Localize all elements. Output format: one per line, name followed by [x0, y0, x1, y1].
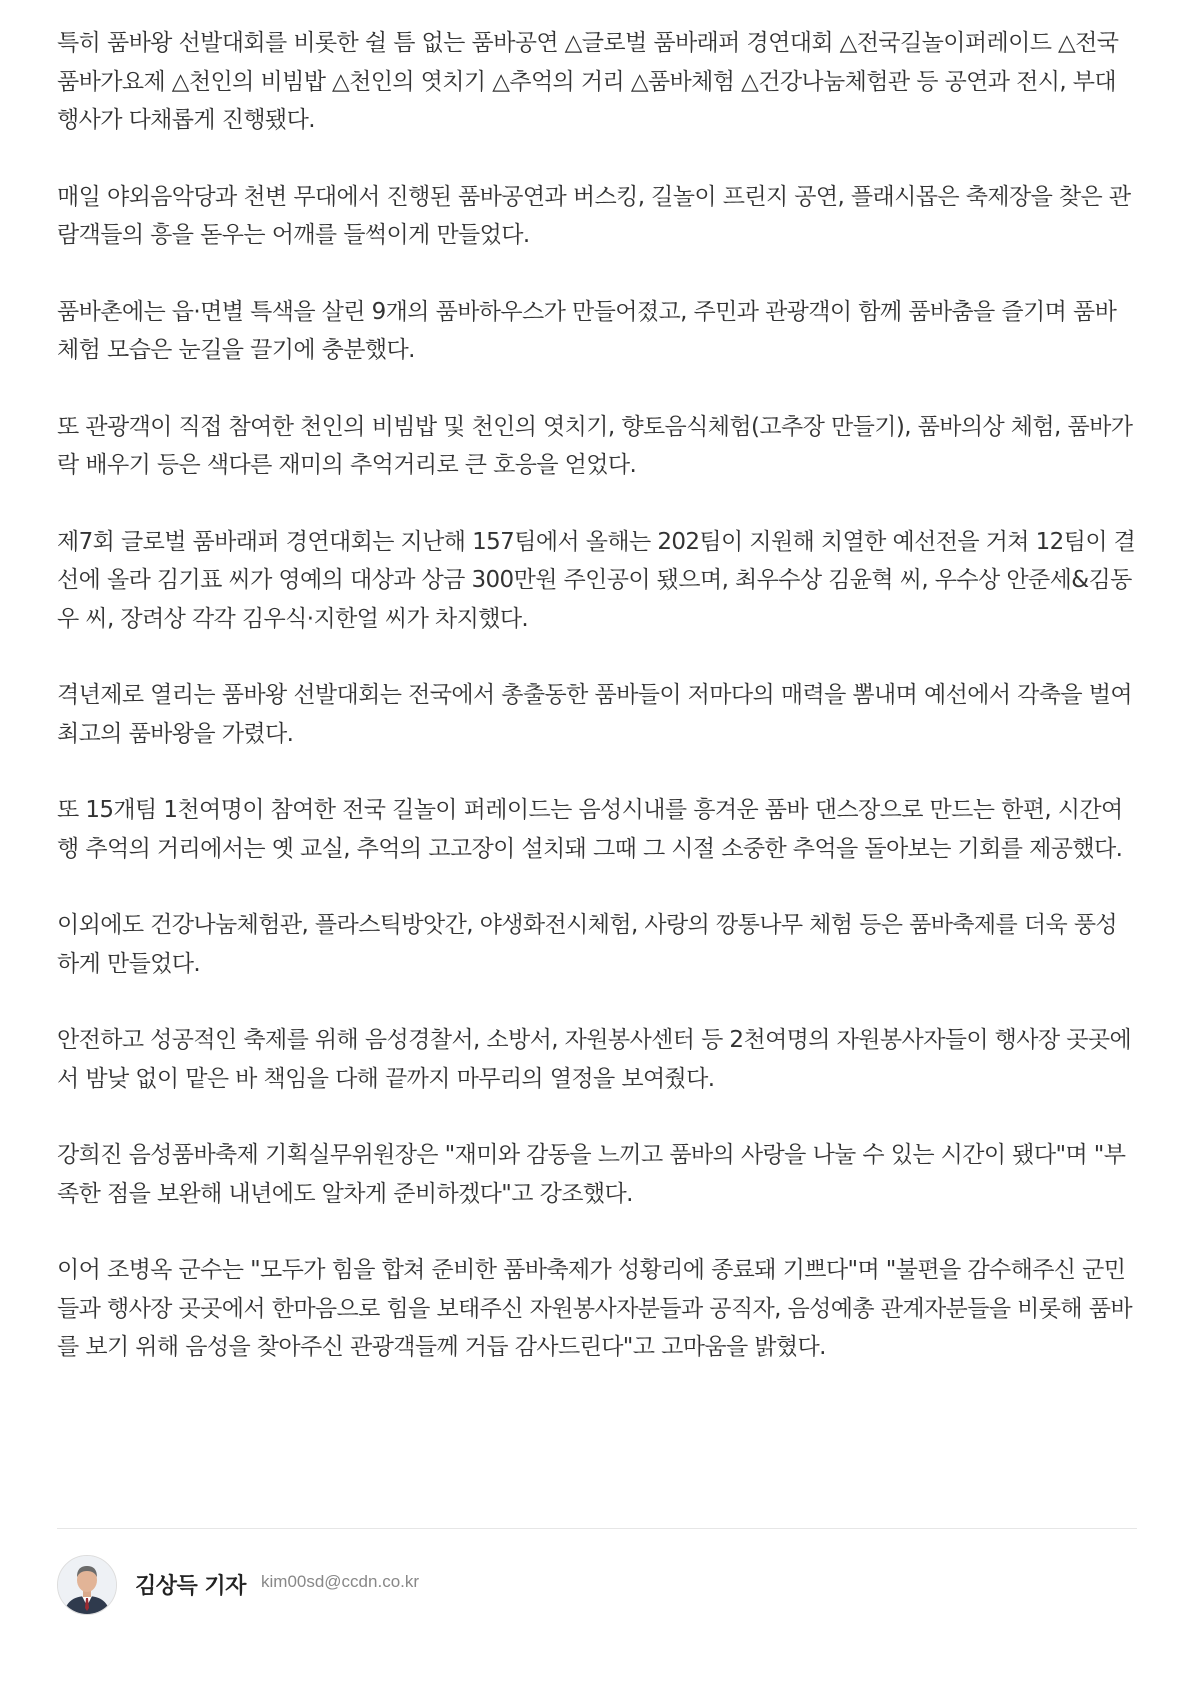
article-paragraph: 또 관광객이 직접 참여한 천인의 비빔밥 및 천인의 엿치기, 향토음식체험(고추장 만들기), 품바의상 체험, 품바가락 배우기 등은 색다른 재미의 추억거리로 큰 호응을 얻었다. — [57, 413, 1133, 478]
reporter-photo-icon — [58, 1556, 116, 1614]
reporter-byline — [57, 1528, 1137, 1649]
article-paragraph: 강희진 음성품바축제 기획실무위원장은 "재미와 감동을 느끼고 품바의 사랑을 나눌 수 있는 시간이 됐다"며 "부족한 점을 보완해 내년에도 알차게 준비하겠다"고 강조했다. — [57, 1142, 1126, 1207]
article-paragraph: 특히 품바왕 선발대회를 비롯한 쉴 틈 없는 품바공연 △글로벌 품바래퍼 경연대회 △전국길놀이퍼레이드 △전국 품바가요제 △천인의 비빔밥 △천인의 엿치기 △추억의 거리 △품바체험 △건강나눔체험관 등 공연과 전시, 부대행사가 다채롭게 진행됐다. — [57, 30, 1119, 133]
reporter-avatar-icon[interactable] — [57, 1555, 117, 1615]
article-paragraph: 품바촌에는 읍·면별 특색을 살린 9개의 품바하우스가 만들어졌고, 주민과 관광객이 함께 품바춤을 즐기며 품바체험 모습은 눈길을 끌기에 충분했다. — [57, 298, 1117, 363]
reporter-email[interactable]: kim00sd@ccdn.co.kr — [261, 1572, 420, 1591]
article-paragraph: 격년제로 열리는 품바왕 선발대회는 전국에서 총출동한 품바들이 저마다의 매력을 뽐내며 예선에서 각축을 벌여 최고의 품바왕을 가렸다. — [57, 682, 1132, 747]
article-paragraph: 이외에도 건강나눔체험관, 플라스틱방앗간, 야생화전시체험, 사랑의 깡통나무 체험 등은 품바축제를 더욱 풍성하게 만들었다. — [57, 912, 1118, 977]
reporter-name[interactable]: 김상득 기자 — [135, 1574, 246, 1599]
article-paragraph: 이어 조병옥 군수는 "모두가 힘을 합쳐 준비한 품바축제가 성황리에 종료돼 기쁘다"며 "불편을 감수해주신 군민들과 행사장 곳곳에서 한마음으로 힘을 보태주신 자원봉사자분들과 공직자, 음성예총 관계자분들을 비롯해 품바를 보기 위해 음성을 찾아주신 관광객들께 거듭 감사드린다"고 고마움을 밝혔다. — [57, 1257, 1132, 1360]
article-paragraph: 제7회 글로벌 품바래퍼 경연대회는 지난해 157팀에서 올해는 202팀이 지원해 치열한 예선전을 거쳐 12팀이 결선에 올라 김기표 씨가 영예의 대상과 상금 300만원 주인공이 됐으며, 최우수상 김윤혁 씨, 우수상 안준세&김동우 씨, 장려상 각각 김우식·지한얼 씨가 차지했다. — [57, 528, 1136, 632]
article-paragraph: 안전하고 성공적인 축제를 위해 음성경찰서, 소방서, 자원봉사센터 등 2천여명의 자원봉사자들이 행사장 곳곳에서 밤낮 없이 맡은 바 책임을 다해 끝까지 마무리의 열정을 보여줬다. — [57, 1027, 1132, 1092]
article-body — [57, 24, 1137, 1405]
article-paragraph: 또 15개팀 1천여명이 참여한 전국 길놀이 퍼레이드는 음성시내를 흥겨운 품바 댄스장으로 만드는 한편, 시간여행 추억의 거리에서는 옛 교실, 추억의 고고장이 설치돼 그때 그 시절 소중한 추억을 돌아보는 기회를 제공했다. — [57, 797, 1123, 862]
article-paragraph: 매일 야외음악당과 천변 무대에서 진행된 품바공연과 버스킹, 길놀이 프린지 공연, 플래시몹은 축제장을 찾은 관람객들의 흥을 돋우는 어깨를 들썩이게 만들었다. — [57, 183, 1131, 248]
